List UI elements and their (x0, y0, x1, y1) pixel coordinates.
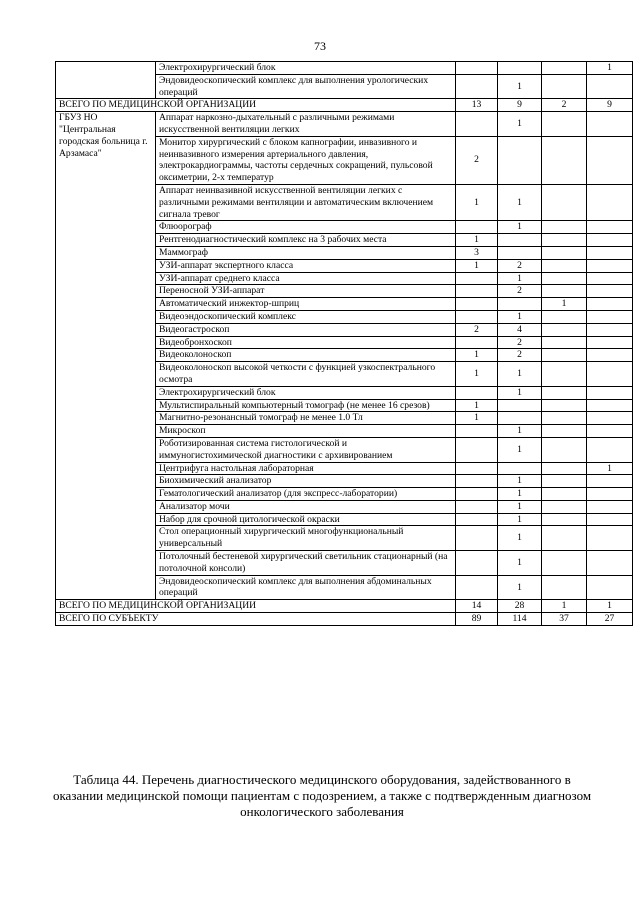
count-col-4 (587, 259, 633, 272)
equipment-name: Электрохирургический блок (156, 62, 456, 75)
count-col-3: 1 (542, 600, 587, 613)
table-row (56, 112, 633, 137)
count-col-4: 1 (587, 62, 633, 75)
count-col-4 (587, 551, 633, 576)
equipment-name: Автоматический инжектор-шприц (156, 298, 456, 311)
equipment-name: Электрохирургический блок (156, 386, 456, 399)
count-col-3 (542, 551, 587, 576)
count-col-3 (542, 425, 587, 438)
count-col-1 (456, 112, 498, 137)
count-col-3 (542, 437, 587, 462)
count-col-3 (542, 221, 587, 234)
count-col-4 (587, 475, 633, 488)
count-col-2: 1 (498, 74, 542, 99)
equipment-name: Биохимический анализатор (156, 475, 456, 488)
count-col-1 (456, 425, 498, 438)
count-col-3 (542, 323, 587, 336)
equipment-name: Гематологический анализатор (для экспресс-лаборатории) (156, 488, 456, 501)
count-col-4 (587, 575, 633, 600)
equipment-name: Стол операционный хирургический многофункциональный универсальный (156, 526, 456, 551)
count-col-1: 1 (456, 234, 498, 247)
count-col-1 (456, 386, 498, 399)
count-col-3 (542, 136, 587, 184)
count-col-2 (498, 246, 542, 259)
count-col-4 (587, 74, 633, 99)
count-col-1 (456, 437, 498, 462)
count-col-2: 1 (498, 362, 542, 387)
table-row (56, 62, 633, 75)
count-col-2 (498, 298, 542, 311)
equipment-name: Маммограф (156, 246, 456, 259)
equipment-name: УЗИ-аппарат среднего класса (156, 272, 456, 285)
equipment-name: УЗИ-аппарат экспертного класса (156, 259, 456, 272)
count-col-4 (587, 272, 633, 285)
count-col-1 (456, 62, 498, 75)
count-col-1 (456, 272, 498, 285)
count-col-3 (542, 526, 587, 551)
equipment-name: Анализатор мочи (156, 500, 456, 513)
equipment-name: Монитор хирургический с блоком капнографии, инвазивного и неинвазивного измерения артериального давления, электрокардиограммы, частоты сердечных сокращений, пульсовой оксиметрии, 2-х температур (156, 136, 456, 184)
count-col-4 (587, 323, 633, 336)
count-col-4 (587, 386, 633, 399)
equipment-name: Видеобронхоскоп (156, 336, 456, 349)
count-col-4 (587, 349, 633, 362)
count-col-2: 1 (498, 184, 542, 220)
count-col-3 (542, 412, 587, 425)
count-col-2: 1 (498, 513, 542, 526)
count-col-4 (587, 136, 633, 184)
count-col-4: 1 (587, 462, 633, 475)
count-col-1: 1 (456, 184, 498, 220)
count-col-4 (587, 412, 633, 425)
equipment-name: Мультиспиральный компьютерный томограф (не менее 16 срезов) (156, 399, 456, 412)
count-col-2: 1 (498, 575, 542, 600)
count-col-2: 1 (498, 488, 542, 501)
equipment-name: Видеоэндоскопический комплекс (156, 310, 456, 323)
count-col-1 (456, 575, 498, 600)
count-col-1: 1 (456, 259, 498, 272)
equipment-name: Видеоколоноскоп (156, 349, 456, 362)
equipment-name: Переносной УЗИ-аппарат (156, 285, 456, 298)
count-col-4 (587, 437, 633, 462)
count-col-1: 13 (456, 99, 498, 112)
count-col-1: 2 (456, 323, 498, 336)
count-col-3 (542, 362, 587, 387)
count-col-1: 3 (456, 246, 498, 259)
equipment-name: Центрифуга настольная лабораторная (156, 462, 456, 475)
count-col-2: 4 (498, 323, 542, 336)
grand-total-row (56, 613, 633, 626)
count-col-4 (587, 425, 633, 438)
count-col-3 (542, 336, 587, 349)
count-col-2 (498, 462, 542, 475)
count-col-3 (542, 310, 587, 323)
count-col-1 (456, 513, 498, 526)
count-col-1 (456, 221, 498, 234)
equipment-name: Аппарат неинвазивной искусственной вентиляции легких с различными режимами вентиляции и автоматическим включением сигнала тревог (156, 184, 456, 220)
total-row (56, 600, 633, 613)
count-col-3: 1 (542, 298, 587, 311)
count-col-2 (498, 136, 542, 184)
count-col-1 (456, 285, 498, 298)
org-name-cell: ГБУЗ НО "Центральная городская больница г. Арзамаса" (56, 112, 156, 600)
count-col-1: 14 (456, 600, 498, 613)
count-col-2 (498, 412, 542, 425)
equipment-name: Магнитно-резонансный томограф не менее 1.0 Тл (156, 412, 456, 425)
count-col-4 (587, 399, 633, 412)
count-col-1 (456, 475, 498, 488)
count-col-1 (456, 462, 498, 475)
count-col-3 (542, 475, 587, 488)
count-col-2: 114 (498, 613, 542, 626)
count-col-3 (542, 246, 587, 259)
count-col-3 (542, 349, 587, 362)
count-col-3 (542, 285, 587, 298)
count-col-2: 2 (498, 336, 542, 349)
equipment-table-body (56, 62, 633, 626)
count-col-1: 1 (456, 349, 498, 362)
count-col-4 (587, 234, 633, 247)
equipment-name: Эндовидеоскопический комплекс для выполнения абдоминальных операций (156, 575, 456, 600)
total-row (56, 99, 633, 112)
count-col-1: 2 (456, 136, 498, 184)
count-col-2 (498, 234, 542, 247)
count-col-4 (587, 488, 633, 501)
count-col-2: 1 (498, 310, 542, 323)
count-col-1: 1 (456, 362, 498, 387)
page-number: 73 (314, 39, 326, 53)
count-col-2: 2 (498, 259, 542, 272)
count-col-4 (587, 246, 633, 259)
count-col-4 (587, 526, 633, 551)
equipment-name: Флюорограф (156, 221, 456, 234)
count-col-3 (542, 513, 587, 526)
count-col-3 (542, 259, 587, 272)
count-col-1 (456, 336, 498, 349)
count-col-4: 27 (587, 613, 633, 626)
count-col-1 (456, 310, 498, 323)
equipment-table (55, 61, 633, 626)
count-col-2: 2 (498, 285, 542, 298)
count-col-2: 1 (498, 425, 542, 438)
count-col-2: 2 (498, 349, 542, 362)
count-col-1 (456, 488, 498, 501)
count-col-3 (542, 112, 587, 137)
count-col-4 (587, 362, 633, 387)
table-caption: Таблица 44. Перечень диагностического медицинского оборудования, задействованного в оказании медицинской помощи пациентам с подозрением, а также с подтвержденным диагнозом онкологического заболевания (52, 772, 592, 819)
count-col-3 (542, 234, 587, 247)
count-col-3 (542, 74, 587, 99)
count-col-2 (498, 62, 542, 75)
count-col-4 (587, 513, 633, 526)
count-col-3: 37 (542, 613, 587, 626)
org-cell-continued (56, 62, 156, 99)
count-col-4 (587, 336, 633, 349)
count-col-3 (542, 488, 587, 501)
count-col-4 (587, 500, 633, 513)
equipment-name: Видеогастроскоп (156, 323, 456, 336)
count-col-1 (456, 74, 498, 99)
count-col-2 (498, 399, 542, 412)
count-col-2: 1 (498, 475, 542, 488)
count-col-4 (587, 310, 633, 323)
count-col-3: 2 (542, 99, 587, 112)
count-col-1 (456, 500, 498, 513)
count-col-1 (456, 526, 498, 551)
count-col-1 (456, 298, 498, 311)
count-col-3 (542, 462, 587, 475)
equipment-name: Аппарат наркозно-дыхательный с различными режимами искусственной вентиляции легких (156, 112, 456, 137)
count-col-2: 28 (498, 600, 542, 613)
count-col-1: 1 (456, 412, 498, 425)
equipment-name: Рентгенодиагностический комплекс на 3 рабочих места (156, 234, 456, 247)
count-col-4: 9 (587, 99, 633, 112)
count-col-3 (542, 575, 587, 600)
total-label: ВСЕГО ПО МЕДИЦИНСКОЙ ОРГАНИЗАЦИИ (56, 99, 456, 112)
count-col-1: 89 (456, 613, 498, 626)
total-label: ВСЕГО ПО МЕДИЦИНСКОЙ ОРГАНИЗАЦИИ (56, 600, 456, 613)
equipment-name: Микроскоп (156, 425, 456, 438)
count-col-3 (542, 500, 587, 513)
count-col-3 (542, 62, 587, 75)
equipment-name: Видеоколоноскоп высокой четкости с функцией узкоспектрального осмотра (156, 362, 456, 387)
count-col-1: 1 (456, 399, 498, 412)
equipment-name: Роботизированная система гистологической и иммуногистохимической диагностики с архивированием (156, 437, 456, 462)
equipment-name: Набор для срочной цитологической окраски (156, 513, 456, 526)
count-col-4 (587, 298, 633, 311)
count-col-3 (542, 386, 587, 399)
count-col-2: 1 (498, 551, 542, 576)
count-col-3 (542, 399, 587, 412)
count-col-2: 1 (498, 386, 542, 399)
count-col-3 (542, 272, 587, 285)
equipment-name: Эндовидеоскопический комплекс для выполнения урологических операций (156, 74, 456, 99)
equipment-name: Потолочный бестеневой хирургический светильник стационарный (на потолочной консоли) (156, 551, 456, 576)
count-col-2: 1 (498, 437, 542, 462)
count-col-4: 1 (587, 600, 633, 613)
count-col-2: 1 (498, 112, 542, 137)
count-col-2: 1 (498, 500, 542, 513)
count-col-4 (587, 285, 633, 298)
count-col-2: 9 (498, 99, 542, 112)
count-col-1 (456, 551, 498, 576)
count-col-2: 1 (498, 221, 542, 234)
count-col-4 (587, 184, 633, 220)
total-label: ВСЕГО ПО СУБЪЕКТУ (56, 613, 456, 626)
count-col-4 (587, 221, 633, 234)
count-col-4 (587, 112, 633, 137)
count-col-3 (542, 184, 587, 220)
count-col-2: 1 (498, 526, 542, 551)
count-col-2: 1 (498, 272, 542, 285)
